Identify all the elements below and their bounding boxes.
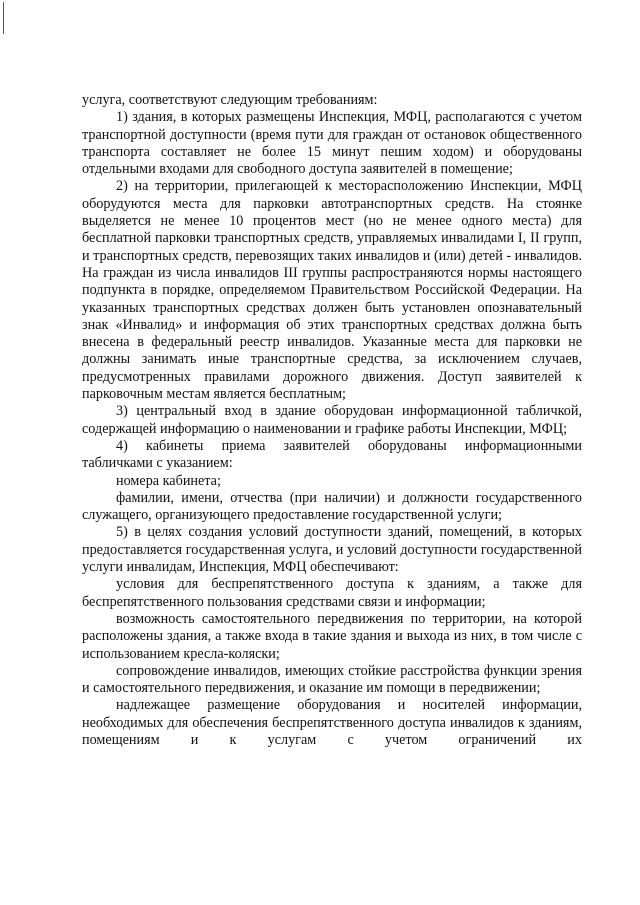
paragraph-official-name: фамилии, имени, отчества (при наличии) и должности государственного служащего, организующего предоставление государственной услуги; bbox=[82, 489, 582, 524]
paragraph-room-number: номера кабинета; bbox=[116, 472, 221, 489]
paragraph-access-conditions: условия для беспрепятственного доступа к зданиям, а также для беспрепятственного пользования средствами связи и информации; bbox=[82, 576, 582, 610]
paragraph-item-1: 1) здания, в которых размещены Инспекция, МФЦ, располагаются с учетом транспортной доступности (время пути для граждан от остановок общественного транспорта составляет не более 15 минут пешим ходом) и оборудованы отдельными входами для свободного доступа заявителей в помещение; bbox=[82, 109, 582, 178]
scan-edge-mark bbox=[3, 2, 4, 34]
paragraph-item-2: 2) на территории, прилегающей к месторасположению Инспекции, МФЦ оборудуются места для парковки автотранспортных средств. На стоянке выделяется не менее 10 процентов мест (но не менее одного места) для бесплатной парковки транспортных средств, управляемых инвалидами I, II групп, и транспортных средств, перевозящих таких инвалидов и (или) детей - инвалидов. На граждан из числа инвалидов III группы распространяются нормы настоящего подпункта в порядке, определяемом Правительством Российской Федерации. На указанных транспортных средствах должен быть установлен опознавательный знак «Инвалид» и информация об этих транспортных средствах должна быть внесена в федеральный реестр инвалидов. Указанные места для парковки не должны занимать иные транспортные средства, за исключением случаев, предусмотренных правилами дорожного движения. Доступ заявителей к парковочным местам является бесплатным; bbox=[82, 178, 582, 403]
paragraph-movement: возможность самостоятельного передвижения по территории, на которой расположены здания, а также входа в такие здания и выхода из них, в том числе с использованием кресла-коляски; bbox=[82, 610, 582, 662]
paragraph-equipment: надлежащее размещение оборудования и носителей информации, необходимых для обеспечения беспрепятственного доступа инвалидов к зданиям, помещениям и к услугам с учетом ограничений их bbox=[82, 697, 582, 748]
paragraph-item-4: 4) кабинеты приема заявителей оборудованы информационными табличками с указанием: bbox=[82, 437, 582, 472]
paragraph-intro: услуга, соответствуют следующим требованиям: bbox=[82, 92, 378, 108]
document-body bbox=[82, 92, 582, 749]
paragraph-item-5: 5) в целях создания условий доступности зданий, помещений, в которых предоставляется государственная услуга, и условий доступности государственной услуги инвалидам, Инспекция, МФЦ обеспечивают: bbox=[82, 524, 582, 576]
paragraph-item-3: 3) центральный вход в здание оборудован информационной табличкой, содержащей информацию о наименовании и графике работы Инспекции, МФЦ; bbox=[82, 403, 582, 437]
paragraph-escort: сопровождение инвалидов, имеющих стойкие расстройства функции зрения и самостоятельного передвижения, и оказание им помощи в передвижении; bbox=[82, 662, 582, 697]
